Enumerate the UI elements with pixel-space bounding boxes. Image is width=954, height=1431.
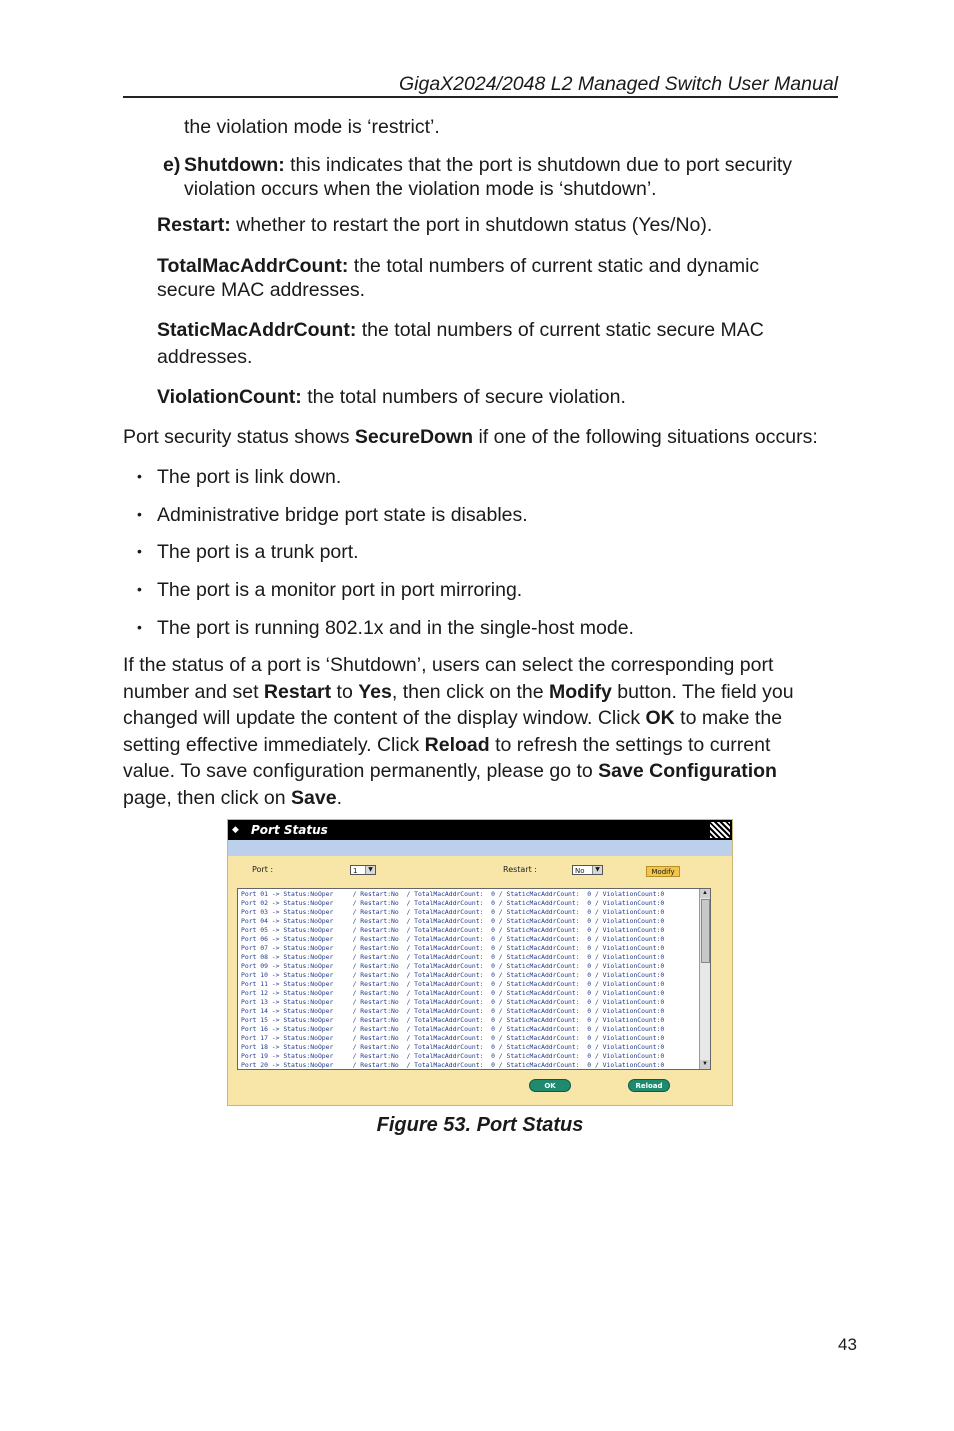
para-bold: Yes [358,681,392,703]
para-line-4 [123,732,770,758]
list-row: Port 08 -> Status:NoOper / Restart:No / TotalMacAddrCount: 0 / StaticMacAddrCount: 0 / ViolationCount:0 [241,953,665,961]
port-select-value: 1 [353,867,358,875]
shutdown-text-1: this indicates that the port is shutdown due to port security [284,154,792,176]
figure-caption: Figure 53. Port Status [376,1114,584,1136]
bullet-glyph: • [137,506,142,522]
securedown-pre: Port security status shows [123,426,355,448]
bullet-glyph: • [137,581,142,597]
restart-select-value: No [575,867,585,875]
para-text: . [336,787,342,809]
violation-term: ViolationCount: [157,386,302,408]
list-row: Port 07 -> Status:NoOper / Restart:No / TotalMacAddrCount: 0 / StaticMacAddrCount: 0 / ViolationCount:0 [241,944,665,952]
page-number: 43 [838,1335,857,1354]
restrict-line: the violation mode is ‘restrict’. [184,116,440,138]
list-row: Port 17 -> Status:NoOper / Restart:No / TotalMacAddrCount: 0 / StaticMacAddrCount: 0 / ViolationCount:0 [241,1034,665,1042]
total-definition-line-1 [157,253,759,279]
port-label: Port : [252,865,274,874]
list-row: Port 10 -> Status:NoOper / Restart:No / TotalMacAddrCount: 0 / StaticMacAddrCount: 0 / ViolationCount:0 [241,971,665,979]
bullet-glyph: • [137,468,142,484]
para-text: , then click on the [391,681,550,703]
para-line-5 [123,758,777,784]
para-text: to make the [674,707,783,729]
figure-title: Port Status [251,823,328,837]
port-status-figure [227,819,733,1106]
restart-text: whether to restart the port in shutdown status (Yes/No). [230,214,713,236]
restart-select[interactable] [572,865,603,875]
total-term: TotalMacAddrCount: [157,255,349,277]
list-row: Port 06 -> Status:NoOper / Restart:No / TotalMacAddrCount: 0 / StaticMacAddrCount: 0 / ViolationCount:0 [241,935,665,943]
list-row: Port 20 -> Status:NoOper / Restart:No / TotalMacAddrCount: 0 / StaticMacAddrCount: 0 / ViolationCount:0 [241,1061,665,1069]
para-text: to [331,681,359,703]
list-item: The port is a monitor port in port mirroring. [157,579,523,601]
figure-title-bar [228,820,732,840]
para-bold: Save Configuration [598,760,777,782]
total-text-1: the total numbers of current static and dynamic [348,255,760,277]
para-bold: Restart [263,681,332,703]
scroll-up-icon[interactable]: ▲ [700,889,710,898]
title-bullet-icon: ◆ [232,825,239,835]
running-header [123,72,838,98]
static-term: StaticMacAddrCount: [157,319,357,341]
para-line-6 [123,785,342,811]
list-row: Port 02 -> Status:NoOper / Restart:No / TotalMacAddrCount: 0 / StaticMacAddrCount: 0 / ViolationCount:0 [241,899,665,907]
modify-button[interactable]: Modify [646,866,680,877]
static-definition-line-2: addresses. [157,346,253,368]
list-row: Port 18 -> Status:NoOper / Restart:No / TotalMacAddrCount: 0 / StaticMacAddrCount: 0 / ViolationCount:0 [241,1043,665,1051]
para-bold: Save [291,787,337,809]
scroll-thumb[interactable] [701,899,710,963]
list-item: The port is link down. [157,466,342,488]
list-row: Port 13 -> Status:NoOper / Restart:No / TotalMacAddrCount: 0 / StaticMacAddrCount: 0 / ViolationCount:0 [241,998,665,1006]
securedown-post: if one of the following situations occurs: [473,426,818,448]
bullet-glyph: • [137,619,142,635]
list-row: Port 11 -> Status:NoOper / Restart:No / TotalMacAddrCount: 0 / StaticMacAddrCount: 0 / ViolationCount:0 [241,980,665,988]
scroll-down-icon[interactable]: ▼ [700,1060,710,1069]
port-select[interactable] [350,865,376,875]
shutdown-marker: e) [163,154,181,176]
para-line-1: If the status of a port is ‘Shutdown’, users can select the corresponding port [123,654,774,676]
list-row: Port 01 -> Status:NoOper / Restart:No / TotalMacAddrCount: 0 / StaticMacAddrCount: 0 / ViolationCount:0 [241,890,665,898]
securedown-sentence [123,424,818,450]
bullet-glyph: • [137,543,142,559]
violation-text: the total numbers of secure violation. [301,386,626,408]
restart-term: Restart: [157,214,231,236]
para-bold: OK [645,707,675,729]
shutdown-item [163,152,180,178]
para-text: number and set [123,681,264,703]
reload-button[interactable]: Reload [628,1079,670,1092]
para-text: changed will update the content of the display window. Click [123,707,646,729]
para-text: setting effective immediately. Click [123,734,425,756]
shutdown-line-1 [184,152,792,178]
list-item: The port is running 802.1x and in the single-host mode. [157,617,634,639]
violation-definition [157,384,626,410]
list-row: Port 19 -> Status:NoOper / Restart:No / TotalMacAddrCount: 0 / StaticMacAddrCount: 0 / ViolationCount:0 [241,1052,665,1060]
para-bold: Reload [424,734,490,756]
title-band [228,840,732,856]
shutdown-line-2: violation occurs when the violation mode is ‘shutdown’. [184,178,657,200]
list-row: Port 03 -> Status:NoOper / Restart:No / TotalMacAddrCount: 0 / StaticMacAddrCount: 0 / ViolationCount:0 [241,908,665,916]
list-row: Port 09 -> Status:NoOper / Restart:No / TotalMacAddrCount: 0 / StaticMacAddrCount: 0 / ViolationCount:0 [241,962,665,970]
para-text: button. The field you [611,681,794,703]
ok-button[interactable]: OK [529,1079,571,1092]
list-row: Port 15 -> Status:NoOper / Restart:No / TotalMacAddrCount: 0 / StaticMacAddrCount: 0 / ViolationCount:0 [241,1016,665,1024]
list-item: The port is a trunk port. [157,541,359,563]
restart-label: Restart : [503,865,537,874]
list-item: Administrative bridge port state is disables. [157,504,528,526]
para-text: page, then click on [123,787,292,809]
para-text: to refresh the settings to current [489,734,771,756]
manual-title: GigaX2024/2048 L2 Managed Switch User Manual [398,73,838,95]
para-text: value. To save configuration permanently, please go to [123,760,599,782]
static-text-1: the total numbers of current static secure MAC [356,319,764,341]
para-line-2 [123,679,794,705]
securedown-term: SecureDown [354,426,474,448]
list-row: Port 05 -> Status:NoOper / Restart:No / TotalMacAddrCount: 0 / StaticMacAddrCount: 0 / ViolationCount:0 [241,926,665,934]
list-row: Port 16 -> Status:NoOper / Restart:No / TotalMacAddrCount: 0 / StaticMacAddrCount: 0 / ViolationCount:0 [241,1025,665,1033]
para-line-3 [123,705,782,731]
chevron-down-icon: ▼ [365,866,375,874]
chevron-down-icon: ▼ [592,866,602,874]
list-row: Port 14 -> Status:NoOper / Restart:No / TotalMacAddrCount: 0 / StaticMacAddrCount: 0 / ViolationCount:0 [241,1007,665,1015]
restart-definition [157,212,712,238]
list-scrollbar[interactable] [699,889,710,1069]
para-bold: Modify [549,681,612,703]
list-row: Port 12 -> Status:NoOper / Restart:No / TotalMacAddrCount: 0 / StaticMacAddrCount: 0 / ViolationCount:0 [241,989,665,997]
static-definition-line-1 [157,317,764,343]
total-definition-line-2: secure MAC addresses. [157,279,366,301]
list-row: Port 04 -> Status:NoOper / Restart:No / TotalMacAddrCount: 0 / StaticMacAddrCount: 0 / ViolationCount:0 [241,917,665,925]
shutdown-term: Shutdown: [184,154,285,176]
port-status-list[interactable] [237,888,711,1070]
checker-logo-icon [710,822,730,838]
